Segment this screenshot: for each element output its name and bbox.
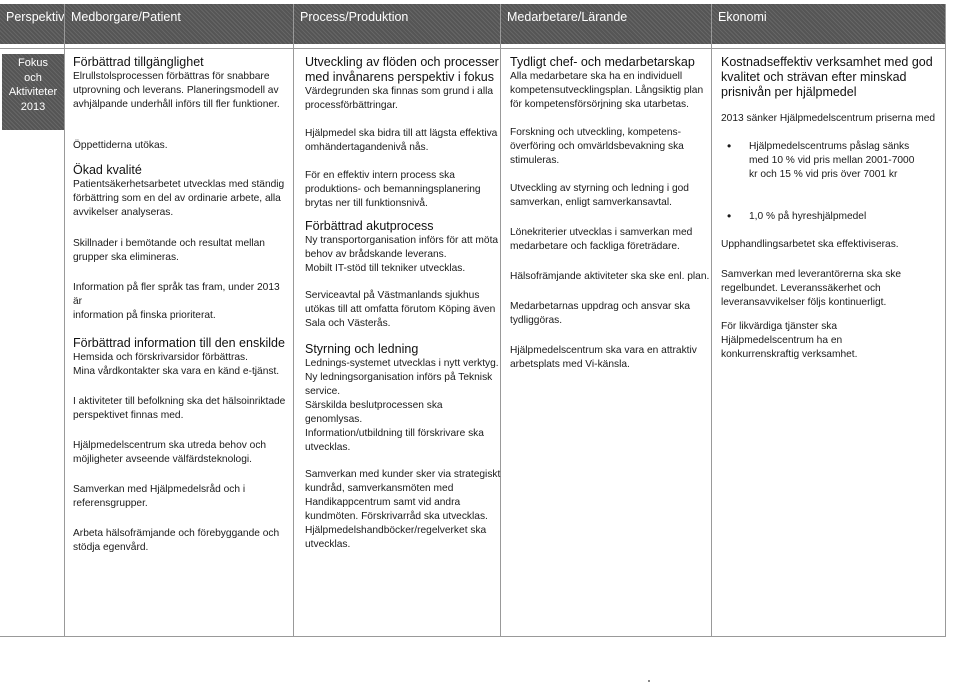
col1-text: Öppettiderna utökas. [73,140,168,151]
col3-text: Medarbetarnas uppdrag och ansvar ska [510,301,691,312]
col2-text: brytas ner till funktionsnivå. [305,198,428,209]
col3-text: Hälsofrämjande aktiviteter ska ske enl. plan. [510,271,710,282]
col2-text: kundråd, samverkansmöten med [305,483,454,494]
col1-text: avhjälpande underhåll införs till fler funktioner. [73,99,280,110]
col3-heading-1: Tydligt chef- och medarbetarskap [510,55,695,69]
header-ekonomi: Ekonomi [712,4,946,44]
col2-heading-3: Styrning och ledning [305,342,419,356]
col2-text: Ny ledningsorganisation införs på Teknisk [305,372,493,383]
col4-text: leveransavvikelser följs kontinuerligt. [721,297,887,308]
col3-text: medarbetare och fackliga företrädare. [510,241,680,252]
list-item-line: kr och 15 % vid pris över 7001 kr [749,169,898,180]
column-process [305,55,501,552]
col4-heading-1b: kvalitet och strävan efter minskad [721,70,907,84]
col2-text: Samverkan med kunder sker via strategiskt [305,469,501,480]
col1-heading-3: Förbättrad information till den enskilde [73,336,285,350]
col1-text: Patientsäkerhetsarbetet utvecklas med ständig [73,179,285,190]
side-fokus: Fokus [18,57,48,69]
col1-text: Information på fler språk tas fram, under 2013 är [73,282,280,307]
list-item-line: • 1,0 % på hyreshjälpmedel [749,211,867,222]
header-process-produktion: Process/Produktion [294,4,500,44]
col4-text: 2013 sänker Hjälpmedelscentrum priserna med [721,113,936,124]
col2-text: Mobilt IT-stöd till tekniker utvecklas. [305,263,466,274]
col2-text: Värdegrunden ska finnas som grund i alla [305,86,494,97]
header-perspektiv: Perspektiv [0,4,64,44]
col2-text: Lednings-systemet utvecklas i nytt verktyg. [305,358,499,369]
col1-text: referensgrupper. [73,498,148,509]
col2-text: processförbättringar. [305,100,398,111]
col1-text: möjligheter avseende välfärdsteknologi. [73,454,252,465]
divider [0,48,946,49]
column-medborgare [73,55,291,555]
col4-text: konkurrenskraftig verksamhet. [721,349,858,360]
col1-text: I aktiviteter till befolkning ska det hälsoinriktade [73,396,286,407]
col1-text: Elrullstolsprocessen förbättras för snabbare [73,71,270,82]
column-medarbetare [510,55,710,372]
col3-text: överföring och omvärldsbevakning ska [510,141,684,152]
col4-heading-1: Kostnadseffektiv verksamhet med god [721,55,933,69]
side-year: 2013 [20,100,46,113]
col3-text: Utveckling av styrning och ledning i god [510,183,689,194]
col1-heading-2: Ökad kvalité [73,163,142,177]
col1-text: Hemsida och förskrivarsidor förbättras. [73,352,248,363]
col1-text: Arbeta hälsofrämjande och förebyggande och [73,528,280,539]
list-item-line: • Hjälpmedelscentrums påslag sänks [749,141,910,152]
col1-heading-1: Förbättrad tillgänglighet [73,55,204,69]
col2-heading-2: Förbättrad akutprocess [305,219,434,233]
col2-text: produktions- och bemanningsplanering [305,184,481,195]
col1-text: perspektivet finnas med. [73,410,184,421]
divider [0,636,946,637]
side-och: och [24,71,42,84]
col2-text: Hjälpmedelshandböcker/regelverket ska [305,525,487,536]
col3-text: Hjälpmedelscentrum ska vara en attraktiv [510,345,697,356]
col1-text: utprovning och leverans. Planeringsmodell av [73,85,279,96]
list-item [721,140,943,182]
col2-text: service. [305,386,341,397]
col2-text: utvecklas. [305,442,351,453]
col2-text: Handikappcentrum samt vid andra [305,497,461,508]
col2-text: omhändertagandenivå nås. [305,142,429,153]
price-reduction-list [721,140,943,224]
col2-text: Ny transportorganisation införs för att möta [305,235,499,246]
col2-text: Särskilda beslutprocessen ska genomlysas. [305,400,443,425]
header-medborgare-patient: Medborgare/Patient [65,4,293,44]
col1-text: Samverkan med Hjälpmedelsråd och i [73,484,246,495]
col1-text: förbättring som en del av ordinarie arbete, alla [73,193,281,204]
header-medarbetare-larande: Medarbetare/Lärande [501,4,711,44]
col2-text: För en effektiv intern process ska [305,170,455,181]
divider [945,4,946,636]
col2-text: Sala och Västerås. [305,318,391,329]
col1-text: avvikelser analyseras. [73,207,174,218]
col2-text: utökas till att omfatta förutom Köping även [305,304,496,315]
col3-text: Alla medarbetare ska ha en individuell [510,71,683,82]
col3-text: Forskning och utveckling, kompetens- [510,127,682,138]
scan-speck [648,680,650,682]
col4-text: regelbundet. Leveranssäkerhet och [721,283,881,294]
col4-text: Hjälpmedelscentrum ha en [721,335,843,346]
divider [711,4,712,636]
col3-text: arbetsplats med Vi-känsla. [510,359,630,370]
divider [293,4,294,636]
col1-text: information på finska prioriterat. [73,310,216,321]
col2-text: utvecklas. [305,539,351,550]
col1-text: Mina vårdkontakter ska vara en känd e-tjänst. [73,366,280,377]
col1-text: grupper ska elimineras. [73,252,179,263]
col3-text: samverkan, enligt samverkansavtal. [510,197,672,208]
col4-text: Upphandlingsarbetet ska effektiviseras. [721,239,899,250]
col2-text: kundmöten. Förskrivarråd ska utvecklas. [305,511,488,522]
col2-text: Information/utbildning till förskrivare ska [305,428,484,439]
col3-text: Lönekriterier utvecklas i samverkan med [510,227,693,238]
list-item [721,210,943,224]
divider [64,4,65,636]
col3-text: kompetensutvecklingsplan. Långsiktig plan [510,85,704,96]
col1-text: stödja egenvård. [73,542,149,553]
list-item-line: med 10 % vid pris mellan 2001-7000 [749,155,915,166]
col2-heading-1b: med invånarens perspektiv i fokus [305,70,494,84]
col2-text: behov av brådskande leverans. [305,249,447,260]
col4-heading-1c: prisnivån per hjälpmedel [721,85,857,99]
col2-heading-1: Utveckling av flöden och processer [305,55,499,69]
col3-text: stimuleras. [510,155,560,166]
col3-text: för kompetensförsörjning ska utarbetas. [510,99,689,110]
column-ekonomi [721,55,943,362]
col4-text: Samverkan med leverantörerna ska ske [721,269,902,280]
col2-text: Serviceavtal på Västmanlands sjukhus [305,290,480,301]
col1-text: Hjälpmedelscentrum ska utreda behov och [73,440,267,451]
col1-text: Skillnader i bemötande och resultat mellan [73,238,265,249]
side-label [2,54,64,130]
col3-text: tydliggöras. [510,315,563,326]
col4-text: För likvärdiga tjänster ska [721,321,838,332]
col2-text: Hjälpmedel ska bidra till att lägsta effektiva [305,128,498,139]
side-aktiviteter: Aktiviteter [8,86,58,98]
